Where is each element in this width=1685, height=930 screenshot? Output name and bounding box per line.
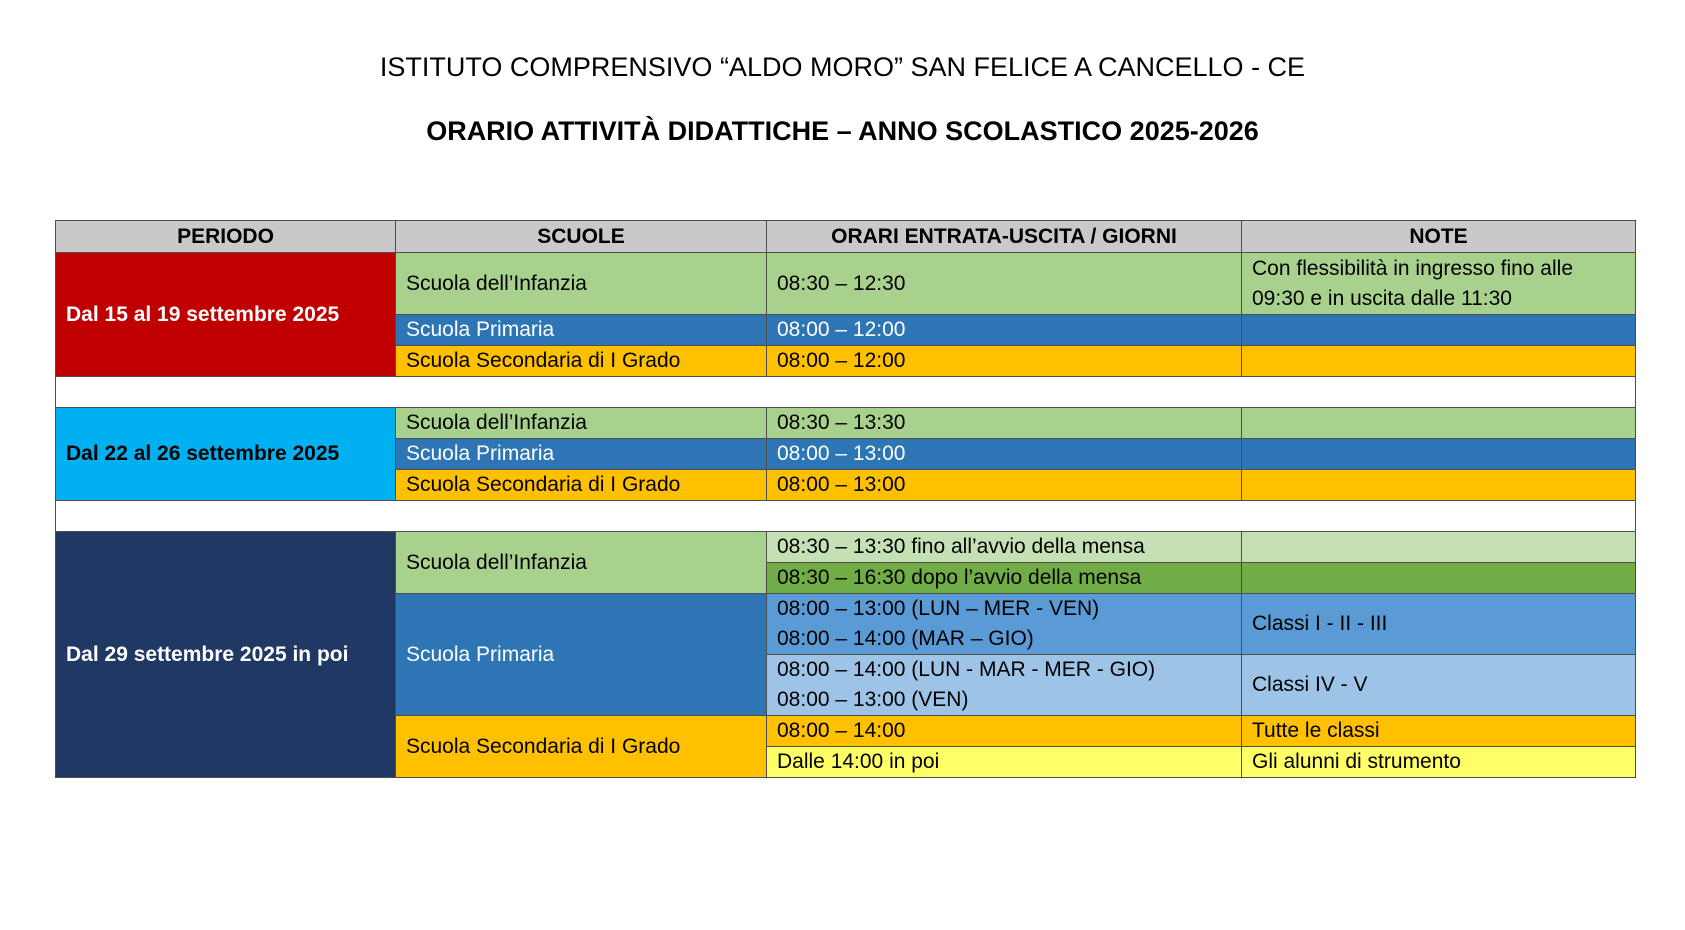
time-line: 08:00 – 13:00 (LUN – MER - VEN) (777, 597, 1100, 620)
school-cell: Scuola Secondaria di I Grado (396, 470, 767, 501)
time-cell: Dalle 14:00 in poi (767, 747, 1242, 778)
time-cell: 08:00 – 14:00 (767, 716, 1242, 747)
page-title: ORARIO ATTIVITÀ DIDATTICHE – ANNO SCOLASTICO 2025-2026 (426, 116, 1259, 146)
time-cell: 08:30 – 12:30 (767, 253, 1242, 315)
time-cell (767, 594, 1242, 655)
table-row (56, 532, 1636, 563)
note-line: 09:30 e in uscita dalle 11:30 (1252, 286, 1512, 310)
time-cell: 08:30 – 16:30 dopo l’avvio della mensa (767, 563, 1242, 594)
note-cell: Classi I - II - III (1242, 594, 1636, 655)
time-cell: 08:30 – 13:30 fino all’avvio della mensa (767, 532, 1242, 563)
school-cell: Scuola Primaria (396, 439, 767, 470)
note-cell: Tutte le classi (1242, 716, 1636, 747)
institute-name: ISTITUTO COMPRENSIVO “ALDO MORO” SAN FELICE A CANCELLO - CE (379, 52, 1306, 82)
spacer-cell (56, 377, 1636, 408)
note-cell: Gli alunni di strumento (1242, 747, 1636, 778)
time-cell: 08:00 – 13:00 (767, 439, 1242, 470)
spacer-cell (56, 501, 1636, 532)
table-row (56, 408, 1636, 439)
time-line: 08:00 – 14:00 (LUN - MAR - MER - GIO) (777, 658, 1156, 681)
schedule-table (55, 220, 1636, 778)
col-header-orari: ORARI ENTRATA-USCITA / GIORNI (767, 221, 1242, 253)
school-cell: Scuola Primaria (396, 594, 767, 716)
col-header-scuole: SCUOLE (396, 221, 767, 253)
school-cell: Scuola Secondaria di I Grado (396, 716, 767, 778)
col-header-periodo: PERIODO (56, 221, 396, 253)
time-cell: 08:30 – 13:30 (767, 408, 1242, 439)
note-cell (1242, 253, 1636, 315)
school-cell: Scuola Secondaria di I Grado (396, 346, 767, 377)
time-line: 08:00 – 13:00 (VEN) (777, 688, 969, 711)
spacer-row (56, 377, 1636, 408)
note-cell (1242, 315, 1636, 346)
note-cell (1242, 470, 1636, 501)
time-cell: 08:00 – 13:00 (767, 470, 1242, 501)
table-row (56, 253, 1636, 315)
note-line: Con flessibilità in ingresso fino alle (1252, 256, 1573, 280)
note-cell (1242, 532, 1636, 563)
time-cell (767, 655, 1242, 716)
note-cell (1242, 408, 1636, 439)
school-cell: Scuola dell’Infanzia (396, 253, 767, 315)
note-cell (1242, 346, 1636, 377)
spacer-row (56, 501, 1636, 532)
time-line: 08:00 – 14:00 (MAR – GIO) (777, 627, 1034, 650)
time-cell: 08:00 – 12:00 (767, 346, 1242, 377)
period-cell: Dal 22 al 26 settembre 2025 (56, 408, 396, 501)
time-cell: 08:00 – 12:00 (767, 315, 1242, 346)
school-cell: Scuola dell’Infanzia (396, 408, 767, 439)
note-cell: Classi IV - V (1242, 655, 1636, 716)
school-cell: Scuola dell’Infanzia (396, 532, 767, 594)
note-cell (1242, 563, 1636, 594)
col-header-note: NOTE (1242, 221, 1636, 253)
school-cell: Scuola Primaria (396, 315, 767, 346)
note-cell (1242, 439, 1636, 470)
period-cell: Dal 15 al 19 settembre 2025 (56, 253, 396, 377)
period-cell: Dal 29 settembre 2025 in poi (56, 532, 396, 778)
header-row (56, 221, 1636, 253)
